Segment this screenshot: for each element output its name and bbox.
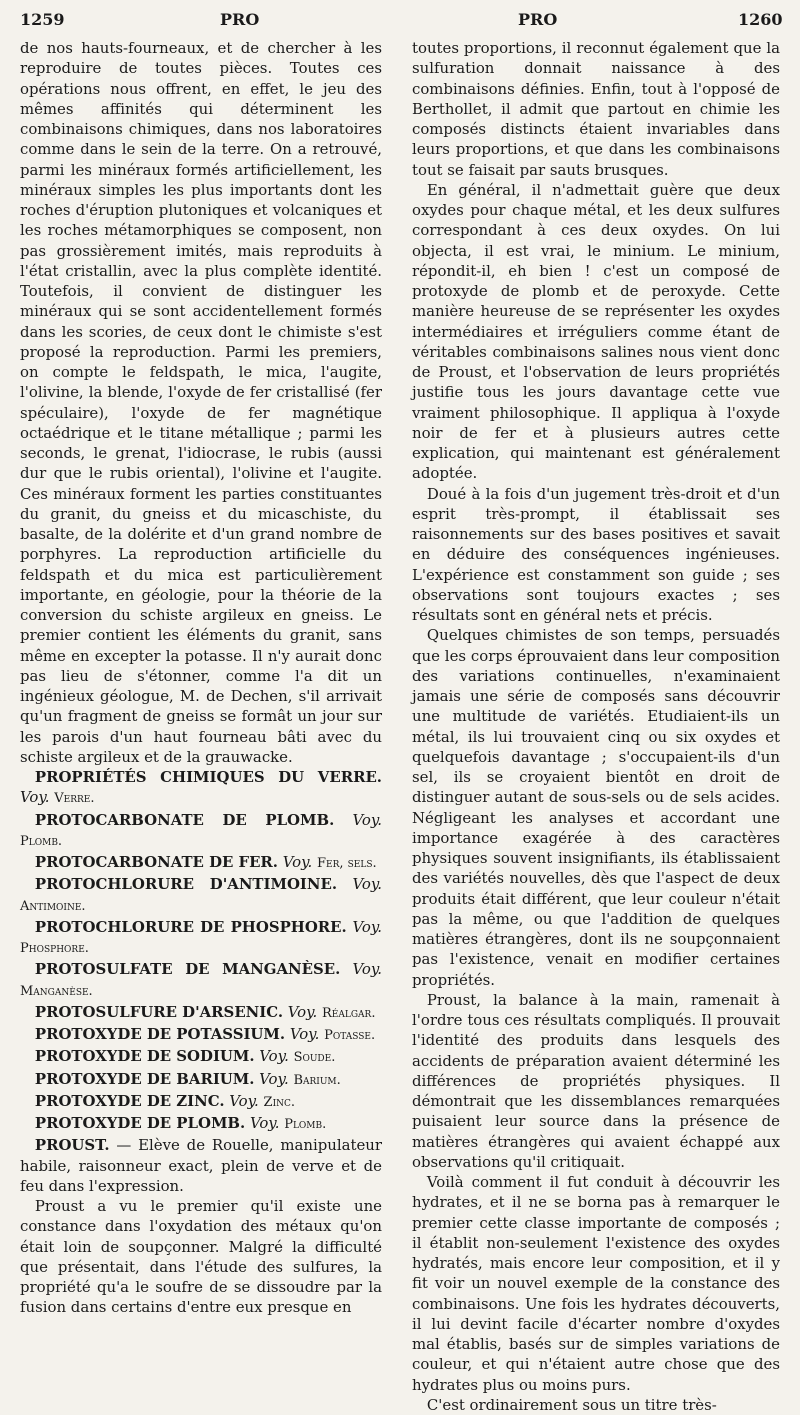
- entry-cross-reference: Phosphore.: [20, 941, 89, 956]
- entry-cross-reference: Réalgar.: [322, 1005, 376, 1021]
- body-paragraph: toutes proportions, il reconnut également que la sulfuration donnait naissance à des combinaisons définies. Enfin, tout à l'opposé de Berthollet, il admit que partout en chimie les composés distincts étaient invariables dans leurs proportions, et que dans les combinaisons tout se faisait par sauts brusques.: [412, 39, 780, 179]
- entry-voy: Voy.: [282, 853, 313, 871]
- entry-cross-reference: Manganèse.: [20, 983, 93, 999]
- body-paragraph: En général, il n'admettait guère que deux oxydes pour chaque métal, et les deux sulfures correspondant à ces deux oxydes. On lui objecta, il est vrai, le minium. Le minium, répondit-il, eh bien ! c'est un composé de protoxyde de plomb et de peroxyde. Cette manière heureuse de se représenter les oxydes intermédiaires et irréguliers comme étant de véritables combinaisons salines nous vient donc de Proust, et l'observation de leurs propriétés justifie tous les jours davantage cette vue vraiment philosophique. Il appliqua à l'oxyde noir de fer et à plusieurs autres cette explication, qui maintenant est généralement adoptée.: [412, 180, 780, 483]
- continued-paragraph: de nos hauts-fourneaux, et de chercher à les reproduire de toutes pièces. Toutes ces opérations nous offrent, en effet, le jeu des mêmes affinités qui déterminent les combinaisons chimiques, dans nos laboratoires comme dans le sein de la terre. On a retrouvé, parmi les minéraux formés artificiellement, les minéraux simples les plus importants dont les roches d'éruption plutoniques et volcaniques et les roches métamorphiques se composent, non pas grossièrement imités, mais reproduits à l'état cristallin, avec la plus complète identité. Toutefois, il convient de distinguer les minéraux qui se sont accidentellement formés dans les scories, de ceux dont le chimiste s'est proposé la reproduction. Parmi les premiers, on compte le feldspath, le mica, l'augite, l'olivine, la blende, l'oxyde de fer cristallisé (fer spéculaire), l'oxyde de fer magnétique octaédrique et le titane métallique ; parmi les seconds, le grenat, l'idiocrase, le rubis (aussi dur que le rubis oriental), l'olivine et l'augite. Ces minéraux forment les parties constituantes du granit, du gneiss et du micaschiste, du basalte, de la dolérite et d'un grand nombre de porphyres. La reproduction artificielle du feldspath et du mica est particulièrement importante, en géologie, pour la théorie de la conversion du schiste argileux en gneiss. Le premier contient les éléments du granit, sans même en excepter la potasse. Il n'y aurait donc pas lieu de s'étonner, comme l'a dit un ingénieux géologue, M. de Dechen, s'il arrivait qu'un fragment de gneiss se formât un jour sur les parois d'un haut fourneau bâti avec du schiste argileux et de la grauwacke.: [20, 39, 382, 766]
- entry-headword: PROTOCARBONATE DE PLOMB.: [34, 810, 335, 829]
- right-running-word: PRO: [518, 10, 558, 29]
- left-page-number: 1259: [20, 10, 65, 29]
- body-paragraph: C'est ordinairement sous un titre très-: [426, 1395, 717, 1414]
- entry-cross-reference: Verre.: [54, 791, 95, 807]
- dictionary-entry: [20, 1046, 382, 1068]
- body-paragraph: Voilà comment il fut conduit à découvrir les hydrates, et il ne se borna pas à remarquer le premier cette classe importante de composés ; il établit non-seulement l'existence des oxydes hydratés, mais encore leur composition, et il y fit voir un nouvel exemple de la constance des combinaisons. Une fois les hydrates découverts, il lui devint facile d'écarter nombre d'oxydes mal établis, basés sur de simples variations de couleur, et qui n'étaient autre chose que des hydrates plus ou moins purs.: [412, 1173, 780, 1394]
- dictionary-entry: [20, 917, 382, 960]
- entry-cross-reference: Soude.: [293, 1050, 336, 1066]
- entry-voy: Voy.: [259, 1047, 289, 1066]
- dictionary-entry: [20, 1069, 382, 1091]
- entry-cross-reference: Antimoine.: [20, 898, 86, 914]
- entry-cross-reference: Potasse.: [324, 1028, 376, 1043]
- dictionary-entry: [20, 1024, 382, 1046]
- entry-voy: Voy.: [249, 1114, 280, 1132]
- entry-headword: PROUST.: [34, 1136, 110, 1155]
- entry-headword: PROPRIÉTÉS CHIMIQUES DU VERRE.: [34, 768, 382, 786]
- running-header: [0, 10, 800, 34]
- entry-voy: Voy.: [289, 1025, 320, 1043]
- entry-cross-reference: Plomb.: [20, 833, 63, 849]
- entry-voy: Voy.: [352, 960, 383, 979]
- body-paragraph: Proust a vu le premier qu'il existe une constance dans l'oxydation des métaux qu'on était loin de soupçonner. Malgré la difficulté que présentait, dans l'étude des sulfures, la propriété qu'a le soufre de se dissoudre par la fusion dans certains d'entre eux presque en: [20, 1197, 382, 1317]
- entry-headword: PROTOCHLORURE DE PHOSPHORE.: [34, 917, 347, 936]
- entry-voy: Voy.: [259, 1069, 289, 1088]
- entry-text: — Elève de Rouelle, manipulateur habile, raisonneur exact, plein de verve et de feu dans l'expression.: [20, 1136, 382, 1195]
- left-running-word: PRO: [220, 10, 260, 29]
- right-page-number: 1260: [738, 10, 783, 29]
- entry-headword: PROTOXYDE DE SODIUM.: [34, 1047, 255, 1066]
- entry-headword: PROTOXYDE DE ZINC.: [34, 1091, 225, 1110]
- dictionary-entry: [20, 959, 382, 1002]
- dictionary-entry: [20, 1002, 382, 1024]
- entry-voy: Voy.: [352, 810, 383, 829]
- dictionary-entry: [20, 1113, 382, 1135]
- body-paragraph: Doué à la fois d'un jugement très-droit et d'un esprit très-prompt, il établissait ses raisonnements sur des bases positives et savait en déduire des conséquences ingénieuses. L'expérience est constamment son guide ; ses observations sont toujours exactes ; ses résultats sont en général nets et précis.: [412, 484, 780, 624]
- entry-voy: Voy.: [287, 1002, 318, 1021]
- entry-voy: Voy.: [229, 1091, 259, 1110]
- entry-voy: Voy.: [20, 788, 50, 807]
- entry-voy: Voy.: [352, 917, 383, 936]
- entry-headword: PROTOSULFATE DE MANGANÈSE.: [34, 960, 341, 979]
- entry-cross-reference: Plomb.: [284, 1117, 327, 1132]
- dictionary-entry: [20, 1091, 382, 1113]
- entry-cross-reference: Barium.: [293, 1072, 341, 1088]
- entry-headword: PROTOXYDE DE BARIUM.: [34, 1069, 255, 1088]
- left-column: [20, 38, 382, 1318]
- body-paragraph: Proust, la balance à la main, ramenait à l'ordre tous ces résultats compliqués. Il prouvait l'identité des produits dans lesquels des accidents de préparation avaient déterminé les différences de propriétés physiques. Il démontrait que les dissemblances remarquées puisaient leur source dans la présence de matières étrangères qui avaient échappé aux observations qu'il critiquait.: [412, 990, 780, 1171]
- entry-headword: PROTOSULFURE D'ARSENIC.: [34, 1002, 284, 1021]
- body-paragraph: Quelques chimistes de son temps, persuadés que les corps éprouvaient dans leur composition des variations continuelles, n'examinaient jamais une série de composés sans découvrir une multitude de variétés. Etudiaient-ils un métal, ils lui trouvaient cinq ou six oxydes et quelquefois davantage ; s'occupaient-ils d'un sel, ils se croyaient bientôt en droit de distinguer autant de sous-sels ou de sels acides. Négligeant les analyses et accordant une importance exagérée à des caractères physiques souvent insignifiants, ils établissaient des variétés nouvelles, dès que l'aspect de deux produits était différent, que leur couleur n'était pas la même, ou que l'addition de quelques matières étrangères, dont ils ne soupçonnaient pas l'existence, venait en modifier certaines propriétés.: [412, 626, 780, 989]
- dictionary-entry: [20, 767, 382, 810]
- entry-headword: PROTOXYDE DE PLOMB.: [34, 1114, 246, 1132]
- right-column: [412, 38, 780, 1415]
- entry-voy: Voy.: [352, 875, 382, 894]
- entry-cross-reference: Zinc.: [263, 1094, 296, 1110]
- entry-headword: PROTOCHLORURE D'ANTIMOINE.: [34, 875, 338, 894]
- dictionary-entry: [20, 810, 382, 853]
- dictionary-entry: [20, 852, 382, 874]
- entry-headword: PROTOXYDE DE POTASSIUM.: [34, 1025, 286, 1043]
- entry-cross-reference: Fer, sels.: [317, 856, 377, 871]
- proust-entry: [20, 1135, 382, 1196]
- entry-headword: PROTOCARBONATE DE FER.: [34, 853, 278, 871]
- dictionary-entry: [20, 874, 382, 917]
